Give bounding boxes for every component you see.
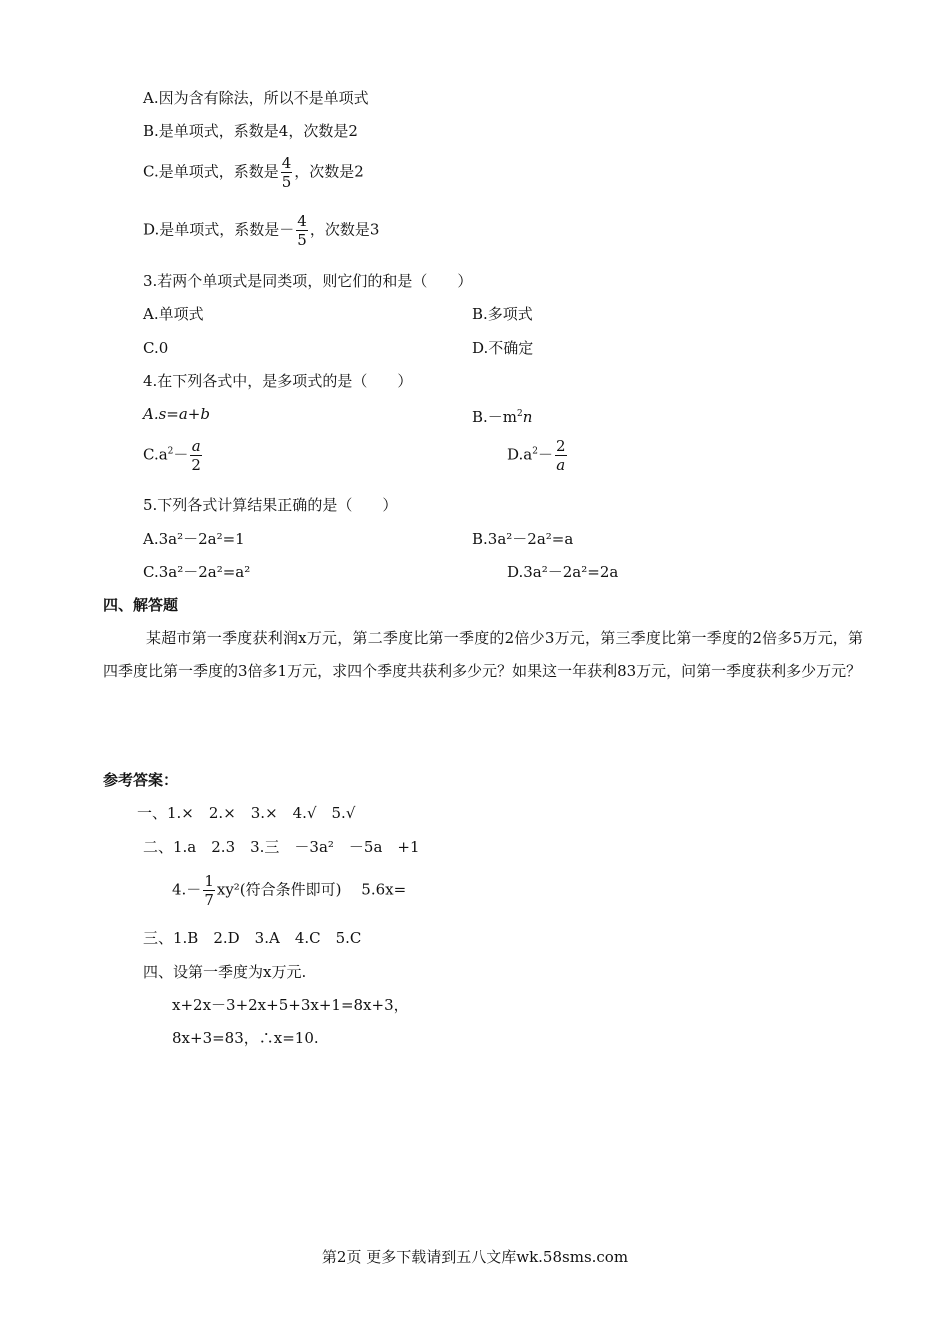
- answers-line-2: 二、1.a 2.3 3.三 －3a² －5a +1: [143, 838, 420, 856]
- q2-option-c: [143, 154, 364, 191]
- q2-option-c-post: ，次数是2: [294, 162, 364, 181]
- q4-option-c-fraction: [190, 437, 202, 474]
- q4-option-d: [507, 437, 569, 474]
- answers-line-3-pre: 4.－: [172, 880, 202, 899]
- q3-option-c: C.0: [143, 339, 169, 357]
- q2-option-a: A.因为含有除法，所以不是单项式: [143, 89, 369, 107]
- q2-option-d-den: 5: [297, 231, 307, 249]
- answers-line-7: 8x+3=83，∴x=10.: [172, 1029, 319, 1047]
- answers-line-4: 三、1.B 2.D 3.A 4.C 5.C: [143, 929, 362, 947]
- q2-option-d: [143, 212, 379, 249]
- q2-option-c-den: 5: [281, 173, 292, 191]
- q2-option-d-pre: D.是单项式，系数是－: [143, 220, 295, 239]
- answers-line-3-post: xy²(符合条件即可) 5.6x=: [216, 880, 407, 899]
- answers-line-3-fraction: [203, 872, 215, 909]
- q4-option-d-num: 2: [555, 437, 566, 455]
- section4-body: 某超市第一季度获利润x万元，第二季度比第一季度的2倍少3万元，第三季度比第一季度的2倍多5万元，第四季度比第一季度的3倍多1万元，求四个季度共获利多少元？如果这一年获利83万元，问第一季度获利多少万元？: [103, 629, 863, 680]
- q4-option-c: [143, 437, 204, 474]
- q4-option-d-pre: D.a: [507, 445, 533, 464]
- q4-stem: 4.在下列各式中，是多项式的是（ ）: [143, 372, 413, 390]
- q4-option-b: [472, 404, 532, 427]
- q3-option-b: B.多项式: [472, 305, 533, 323]
- answers-line-1: 一、1.× 2.× 3.× 4.√ 5.√: [137, 804, 356, 822]
- q2-option-b: B.是单项式，系数是4，次数是2: [143, 122, 358, 140]
- q2-option-c-pre: C.是单项式，系数是: [143, 162, 279, 181]
- answers-line-6: x+2x－3+2x+5+3x+1=8x+3，: [172, 996, 409, 1014]
- q2-option-c-fraction: [281, 154, 293, 191]
- q4-option-b-post: n: [522, 408, 533, 426]
- q2-option-d-num: 4: [297, 212, 307, 230]
- answers-line-5: 四、设第一季度为x万元.: [143, 963, 307, 981]
- q5-option-c: C.3a²－2a²=a²: [143, 563, 251, 581]
- answers-line-3-den: 7: [204, 891, 214, 909]
- q4-option-d-fraction: [555, 437, 567, 474]
- q3-option-d: D.不确定: [472, 339, 534, 357]
- answers-line-3: [172, 872, 406, 909]
- q4-option-c-minus: －: [173, 445, 189, 464]
- q5-option-a: A.3a²－2a²=1: [143, 530, 245, 548]
- q2-option-c-num: 4: [281, 154, 292, 172]
- q2-option-d-fraction: [296, 212, 308, 249]
- q5-option-b: B.3a²－2a²=a: [472, 530, 574, 548]
- q4-option-c-num: a: [191, 437, 201, 455]
- section4-heading: 四、解答题: [103, 596, 179, 614]
- q3-option-a: A.单项式: [143, 305, 204, 323]
- q4-option-d-minus: －: [537, 445, 553, 464]
- page-footer: 第2页 更多下载请到五八文库wk.58sms.com: [321, 1248, 629, 1266]
- q4-option-c-sup: 2: [167, 446, 174, 457]
- q5-stem: 5.下列各式计算结果正确的是（ ）: [143, 496, 398, 514]
- q4-option-d-den: a: [556, 456, 566, 474]
- answers-line-3-num: 1: [204, 872, 214, 890]
- q4-option-b-pre: B.－m: [472, 408, 518, 426]
- answers-heading: 参考答案：: [103, 771, 179, 789]
- q4-option-c-den: 2: [191, 456, 201, 474]
- q4-option-a: A.s=a+b: [143, 405, 210, 423]
- q4-option-d-sup: 2: [532, 446, 538, 457]
- q2-option-d-post: ，次数是3: [309, 220, 380, 239]
- q4-option-b-sup: 2: [517, 409, 523, 419]
- q3-stem: 3.若两个单项式是同类项，则它们的和是（ ）: [143, 272, 473, 290]
- q5-option-d: D.3a²－2a²=2a: [507, 563, 619, 581]
- q4-option-c-pre: C.a: [143, 445, 168, 464]
